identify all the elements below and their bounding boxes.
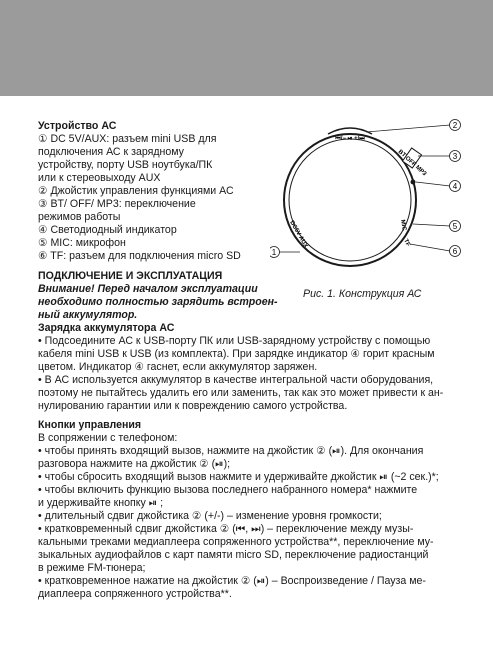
leader-line [410,244,450,251]
header-band [0,0,493,96]
buttons-line: • чтобы сбросить входящий вызов нажмите и удерживайте джойстик ⏯ (~2 сек.)*; [38,471,439,483]
device-line: или к стереовыходу AUX [38,172,161,184]
callout-2 [450,120,461,131]
leader-line [366,125,450,132]
charging-heading: Зарядка аккумулятора АС [38,322,175,334]
device-line: режимов работы [38,211,121,223]
buttons-line: и удерживайте кнопку ⏯ ; [38,497,164,509]
charging-line: • Подсоедините АС к USB-порту ПК или USB-зарядному устройству с помощью [38,335,431,347]
charging-line: • В АС используется аккумулятор в качестве интегральной части оборудования, [38,374,434,386]
charging-line: кабеля mini USB к USB (из комплекта). При зарядке индикатор ④ горит красным [38,348,435,360]
buttons-line: • кратковременное нажатие на джойстик ② (⏯) – Воспроизведение / Пауза ме- [38,575,426,587]
svg-text:2: 2 [452,121,458,130]
svg-text:6: 6 [452,247,458,256]
mic-label: MIC [399,219,407,232]
svg-text:1: 1 [271,248,277,257]
callout-5 [450,221,461,232]
svg-text:3: 3 [452,152,458,161]
buttons-line: диаплеера сопряженного устройства**. [38,588,232,600]
buttons-line: зыкальных аудиофайлов с карт памяти micro SD, переключение радиостанций [38,549,429,561]
device-line: ① DC 5V/AUX: разъем mini USB для [38,133,217,145]
callout-1 [270,247,280,258]
joystick-label: ⏮/− ⏯ +/⏭ [335,136,365,142]
warning-line: Внимание! Перед началом эксплуатации [38,283,258,295]
device-heading: Устройство АС [38,120,117,132]
charging-line: нулированию гарантии или к повреждению самого устройства. [38,400,348,412]
warning-line: необходимо полностью зарядить встроен- [38,296,278,308]
buttons-line: • чтобы включить функцию вызова последнего набранного номера* нажмите [38,484,418,496]
warning-line: ный аккумулятор. [38,309,138,321]
charging-line: цветом. Индикатор ④ гаснет, если аккумулятор заряжен. [38,361,318,373]
callout-6 [450,246,461,257]
buttons-line: В сопряжении с телефоном: [38,432,178,444]
buttons-line: • кратковременный сдвиг джойстика ② (⏮, ⏭) – переключение между музы- [38,523,414,535]
device-line: ② Джойстик управления функциями АС [38,185,234,197]
tf-label: TF [402,238,411,248]
buttons-line: • чтобы принять входящий вызов, нажмите на джойстик ② (⏯). Для окончания [38,445,424,457]
device-line: ④ Светодиодный индикатор [38,224,177,236]
buttons-heading: Кнопки управления [38,419,142,431]
device-line: ③ BT/ OFF/ MP3: переключение [38,198,196,210]
device-line: ⑥ TF: разъем для подключения micro SD [38,250,241,262]
leader-line [416,182,450,186]
figure-caption: Рис. 1. Конструкция АС [303,288,422,300]
svg-text:5: 5 [452,222,458,231]
callout-3 [450,151,461,162]
led-indicator [411,180,416,185]
buttons-line: разговора нажмите на джойстик ② (⏯); [38,458,231,470]
mode-label: BT OFF MP3 [396,149,428,178]
svg-text:4: 4 [452,182,458,191]
charging-line: поэтому не пытайтесь удалить его или заменить, так как это может привести к ан- [38,387,444,399]
device-line: устройству, порту USB ноутбука/ПК [38,159,213,171]
buttons-line: в режиме FM-тюнера; [38,562,146,574]
device-line: ⑤ MIC: микрофон [38,237,126,249]
buttons-line: • длительный сдвиг джойстика ② (+/-) – изменение уровня громкости; [38,510,382,522]
buttons-line: кальными треками медиаплеера сопряженного устройства**, переключение му- [38,536,434,548]
connection-heading: ПОДКЛЮЧЕНИЕ И ЭКСПЛУАТАЦИЯ [38,270,223,282]
device-line: подключения АС к зарядному [38,146,184,158]
dc-label: DC5V AUX [288,220,309,250]
speaker-diagram [270,112,470,292]
leader-line [413,224,450,226]
callout-4 [450,181,461,192]
